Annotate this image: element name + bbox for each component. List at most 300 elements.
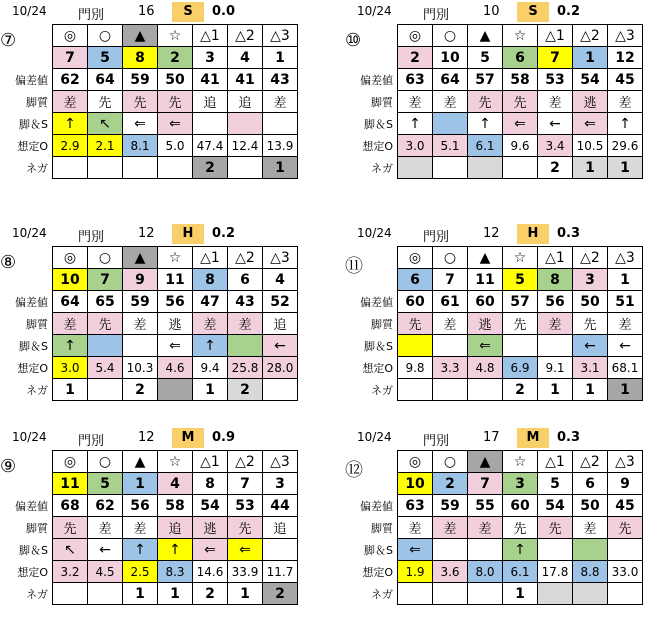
negative-cell <box>398 379 433 401</box>
odds-cell: 9.6 <box>503 135 538 157</box>
symbol-cell: △1 <box>193 451 228 473</box>
trend-cell: ⇐ <box>123 113 158 135</box>
condition-badge: M <box>172 428 204 448</box>
symbol-cell: ☆ <box>503 451 538 473</box>
symbol-row <box>398 25 643 47</box>
row-label: ネガ <box>371 588 393 601</box>
row-label: 偏差値 <box>360 500 393 513</box>
deviation-cell: 56 <box>123 495 158 517</box>
deviation-cell: 59 <box>123 69 158 91</box>
trend-row <box>53 539 298 561</box>
trend-cell: ⇐ <box>158 335 193 357</box>
odds-cell: 9.1 <box>538 357 573 379</box>
odds-cell: 6.1 <box>503 561 538 583</box>
odds-cell: 6.9 <box>503 357 538 379</box>
horse-number-cell: 6 <box>503 47 538 69</box>
venue: 門別 <box>78 434 105 449</box>
runner-count: 17 <box>483 430 500 445</box>
symbol-row <box>53 25 298 47</box>
block-header <box>345 2 661 24</box>
race-block <box>345 2 661 202</box>
row-label: 脚質 <box>26 96 48 109</box>
horse-number-cell: 3 <box>503 473 538 495</box>
negative-cell: 1 <box>503 583 538 605</box>
symbol-cell: ☆ <box>158 451 193 473</box>
odds-cell: 10.3 <box>123 357 158 379</box>
deviation-cell: 50 <box>573 291 608 313</box>
deviation-cell: 60 <box>468 291 503 313</box>
trend-row <box>398 539 643 561</box>
trend-cell <box>433 335 468 357</box>
deviation-cell: 53 <box>538 69 573 91</box>
negative-cell: 2 <box>503 379 538 401</box>
horse-number-cell: 7 <box>468 473 503 495</box>
trend-cell <box>573 539 608 561</box>
odds-cell: 2.9 <box>53 135 88 157</box>
odds-cell: 8.3 <box>158 561 193 583</box>
running-style-cell: 差 <box>193 313 228 335</box>
running-style-cell: 差 <box>53 313 88 335</box>
symbol-cell: △2 <box>573 451 608 473</box>
block-header <box>0 428 320 450</box>
running-style-cell: 差 <box>123 517 158 539</box>
running-style-cell: 先 <box>53 517 88 539</box>
trend-cell: ← <box>88 539 123 561</box>
row-label: 脚質 <box>371 318 393 331</box>
row-label: 想定O <box>17 566 48 579</box>
prediction-grid <box>397 246 643 401</box>
negative-cell <box>53 583 88 605</box>
symbol-cell: △1 <box>538 451 573 473</box>
odds-cell: 3.4 <box>538 135 573 157</box>
deviation-row <box>398 291 643 313</box>
negative-cell: 1 <box>158 583 193 605</box>
symbol-cell: ▲ <box>468 25 503 47</box>
deviation-row <box>53 291 298 313</box>
deviation-cell: 41 <box>193 69 228 91</box>
odds-cell: 9.8 <box>398 357 433 379</box>
deviation-cell: 63 <box>398 495 433 517</box>
row-label: 脚＆S <box>19 118 48 131</box>
running-style-cell: 差 <box>53 91 88 113</box>
negative-row <box>53 379 298 401</box>
trend-cell: ↑ <box>158 539 193 561</box>
horse-number-cell: 8 <box>123 47 158 69</box>
odds-row <box>398 561 643 583</box>
negative-cell: 1 <box>228 583 263 605</box>
trend-row <box>53 113 298 135</box>
row-label: ネガ <box>26 588 48 601</box>
row-label: ネガ <box>371 162 393 175</box>
horse-number-row <box>398 473 643 495</box>
odds-cell: 4.8 <box>468 357 503 379</box>
running-style-cell: 逃 <box>193 517 228 539</box>
deviation-cell: 63 <box>398 69 433 91</box>
symbol-cell: ○ <box>433 247 468 269</box>
venue: 門別 <box>78 8 105 23</box>
condition-badge: S <box>172 2 204 22</box>
symbol-cell: ◎ <box>53 451 88 473</box>
symbol-cell: △1 <box>193 247 228 269</box>
negative-cell: 1 <box>538 379 573 401</box>
deviation-cell: 53 <box>228 495 263 517</box>
running-style-cell: 先 <box>228 517 263 539</box>
race-date: 10/24 <box>357 430 392 444</box>
horse-number-cell: 7 <box>538 47 573 69</box>
odds-cell: 5.1 <box>433 135 468 157</box>
symbol-cell: ☆ <box>158 247 193 269</box>
horse-number-cell: 3 <box>573 269 608 291</box>
horse-number-row <box>53 269 298 291</box>
horse-number-cell: 9 <box>123 269 158 291</box>
symbol-cell: ◎ <box>398 451 433 473</box>
running-style-cell: 差 <box>608 91 643 113</box>
symbol-row <box>53 451 298 473</box>
deviation-cell: 45 <box>608 495 643 517</box>
runner-count: 16 <box>138 4 155 19</box>
odds-cell: 3.2 <box>53 561 88 583</box>
negative-cell: 2 <box>123 379 158 401</box>
trend-cell <box>433 113 468 135</box>
deviation-cell: 41 <box>228 69 263 91</box>
trend-cell: ↑ <box>503 539 538 561</box>
symbol-cell: ▲ <box>123 25 158 47</box>
venue: 門別 <box>423 8 450 23</box>
deviation-cell: 45 <box>608 69 643 91</box>
symbol-row <box>398 451 643 473</box>
horse-number-cell: 10 <box>433 47 468 69</box>
trend-cell: ⇐ <box>228 539 263 561</box>
race-number: ⑧ <box>0 252 17 273</box>
negative-cell <box>433 157 468 179</box>
trend-cell: ↑ <box>53 335 88 357</box>
negative-row <box>53 583 298 605</box>
trend-cell <box>398 335 433 357</box>
deviation-cell: 56 <box>538 291 573 313</box>
row-label: 脚質 <box>371 96 393 109</box>
condition-badge: M <box>517 428 549 448</box>
odds-cell: 68.1 <box>608 357 643 379</box>
symbol-cell: △3 <box>608 25 643 47</box>
negative-cell <box>468 157 503 179</box>
horse-number-cell: 8 <box>193 473 228 495</box>
race-date: 10/24 <box>357 226 392 240</box>
odds-cell: 11.7 <box>263 561 298 583</box>
prediction-grid <box>52 450 298 605</box>
venue: 門別 <box>423 230 450 245</box>
trend-cell <box>263 113 298 135</box>
negative-cell <box>573 583 608 605</box>
deviation-cell: 64 <box>88 69 123 91</box>
running-style-cell: 追 <box>158 517 193 539</box>
trend-cell: ↑ <box>608 113 643 135</box>
deviation-cell: 54 <box>538 495 573 517</box>
horse-number-cell: 11 <box>158 269 193 291</box>
running-style-row <box>398 91 643 113</box>
symbol-cell: ◎ <box>398 247 433 269</box>
race-block <box>345 224 661 424</box>
horse-number-row <box>53 47 298 69</box>
running-style-cell: 逃 <box>468 313 503 335</box>
row-label: 偏差値 <box>15 500 48 513</box>
negative-cell <box>228 157 263 179</box>
block-header <box>345 224 661 246</box>
deviation-cell: 52 <box>263 291 298 313</box>
trend-cell: ⇐ <box>468 335 503 357</box>
running-style-row <box>53 313 298 335</box>
race-number: ⑦ <box>0 30 17 51</box>
deviation-cell: 58 <box>503 69 538 91</box>
trend-row <box>53 335 298 357</box>
horse-number-cell: 7 <box>228 473 263 495</box>
runner-count: 10 <box>483 4 500 19</box>
odds-cell: 6.1 <box>468 135 503 157</box>
trend-cell <box>88 335 123 357</box>
trend-cell <box>608 539 643 561</box>
trend-cell: ← <box>573 335 608 357</box>
symbol-cell: ○ <box>433 451 468 473</box>
negative-cell: 1 <box>573 379 608 401</box>
race-number: ⑩ <box>345 30 362 51</box>
trend-cell <box>538 539 573 561</box>
running-style-cell: 差 <box>88 517 123 539</box>
trend-row <box>398 113 643 135</box>
trend-cell: ⇐ <box>193 539 228 561</box>
symbol-cell: ○ <box>88 247 123 269</box>
odds-cell: 3.1 <box>573 357 608 379</box>
prediction-grid <box>52 246 298 401</box>
symbol-cell: △3 <box>608 451 643 473</box>
symbol-cell: △2 <box>228 451 263 473</box>
row-label: 脚＆S <box>364 544 393 557</box>
odds-row <box>53 357 298 379</box>
deviation-cell: 60 <box>398 291 433 313</box>
prediction-grid <box>397 450 643 605</box>
symbol-cell: △2 <box>228 247 263 269</box>
odds-cell: 5.0 <box>158 135 193 157</box>
negative-cell <box>433 583 468 605</box>
odds-cell: 14.6 <box>193 561 228 583</box>
negative-row <box>398 157 643 179</box>
trend-cell: ← <box>538 113 573 135</box>
condition-badge: H <box>172 224 204 244</box>
negative-cell: 1 <box>608 157 643 179</box>
row-label: 想定O <box>362 566 393 579</box>
deviation-cell: 51 <box>608 291 643 313</box>
row-label: 想定O <box>17 362 48 375</box>
trend-cell <box>538 335 573 357</box>
race-number: ⑪ <box>345 256 363 277</box>
horse-number-cell: 7 <box>53 47 88 69</box>
race-block <box>0 224 320 424</box>
running-style-cell: 逃 <box>158 313 193 335</box>
odds-cell: 12.4 <box>228 135 263 157</box>
venue: 門別 <box>423 434 450 449</box>
running-style-cell: 追 <box>263 313 298 335</box>
horse-number-row <box>53 473 298 495</box>
horse-number-cell: 11 <box>53 473 88 495</box>
race-number: ⑫ <box>345 460 363 481</box>
odds-row <box>398 135 643 157</box>
odds-cell: 33.9 <box>228 561 263 583</box>
condition-value: 0.2 <box>557 4 581 19</box>
symbol-cell: ☆ <box>158 25 193 47</box>
symbol-cell: ○ <box>88 25 123 47</box>
negative-cell: 1 <box>263 157 298 179</box>
odds-cell: 9.4 <box>193 357 228 379</box>
odds-row <box>53 135 298 157</box>
deviation-cell: 64 <box>53 291 88 313</box>
row-label: 脚＆S <box>364 340 393 353</box>
deviation-cell: 50 <box>158 69 193 91</box>
deviation-cell: 64 <box>433 69 468 91</box>
horse-number-cell: 8 <box>193 269 228 291</box>
race-block <box>0 2 320 202</box>
trend-cell: ↑ <box>398 113 433 135</box>
odds-cell: 10.5 <box>573 135 608 157</box>
odds-cell: 25.8 <box>228 357 263 379</box>
race-block <box>345 428 661 628</box>
negative-cell: 2 <box>193 157 228 179</box>
trend-cell: ⇐ <box>398 539 433 561</box>
trend-cell: ← <box>608 335 643 357</box>
deviation-cell: 54 <box>193 495 228 517</box>
deviation-cell: 57 <box>468 69 503 91</box>
race-date: 10/24 <box>357 4 392 18</box>
row-label: ネガ <box>371 384 393 397</box>
deviation-cell: 62 <box>53 69 88 91</box>
horse-number-cell: 12 <box>608 47 643 69</box>
negative-cell <box>398 157 433 179</box>
deviation-row <box>398 69 643 91</box>
negative-cell <box>53 157 88 179</box>
deviation-cell: 43 <box>228 291 263 313</box>
race-date: 10/24 <box>12 430 47 444</box>
running-style-cell: 先 <box>88 91 123 113</box>
horse-number-cell: 8 <box>538 269 573 291</box>
row-label: 想定O <box>17 140 48 153</box>
horse-number-cell: 2 <box>398 47 433 69</box>
negative-cell: 1 <box>123 583 158 605</box>
deviation-cell: 57 <box>503 291 538 313</box>
trend-cell: ↑ <box>468 113 503 135</box>
negative-row <box>398 583 643 605</box>
runner-count: 12 <box>138 226 155 241</box>
row-label: 脚質 <box>26 318 48 331</box>
trend-cell <box>503 335 538 357</box>
odds-cell: 33.0 <box>608 561 643 583</box>
horse-number-cell: 1 <box>573 47 608 69</box>
horse-number-cell: 5 <box>503 269 538 291</box>
trend-cell: ⇐ <box>158 113 193 135</box>
trend-cell <box>263 539 298 561</box>
row-label: 偏差値 <box>15 296 48 309</box>
row-label: 偏差値 <box>15 74 48 87</box>
trend-cell <box>193 113 228 135</box>
running-style-cell: 差 <box>468 517 503 539</box>
block-header <box>345 428 661 450</box>
horse-number-cell: 7 <box>88 269 123 291</box>
deviation-cell: 43 <box>263 69 298 91</box>
block-header <box>0 224 320 246</box>
horse-number-cell: 10 <box>53 269 88 291</box>
condition-value: 0.3 <box>557 430 581 445</box>
symbol-cell: △3 <box>263 25 298 47</box>
horse-number-cell: 5 <box>538 473 573 495</box>
running-style-cell: 先 <box>468 91 503 113</box>
horse-number-row <box>398 47 643 69</box>
deviation-cell: 65 <box>88 291 123 313</box>
horse-number-cell: 4 <box>263 269 298 291</box>
running-style-cell: 差 <box>573 517 608 539</box>
running-style-cell: 先 <box>503 517 538 539</box>
row-label: 偏差値 <box>360 296 393 309</box>
negative-cell <box>158 379 193 401</box>
horse-number-cell: 6 <box>228 269 263 291</box>
symbol-cell: △3 <box>263 451 298 473</box>
deviation-cell: 44 <box>263 495 298 517</box>
symbol-cell: ◎ <box>398 25 433 47</box>
negative-cell <box>158 157 193 179</box>
symbol-cell: ◎ <box>53 247 88 269</box>
negative-cell <box>468 379 503 401</box>
running-style-cell: 差 <box>263 91 298 113</box>
running-style-cell: 追 <box>228 91 263 113</box>
negative-cell <box>88 583 123 605</box>
odds-cell: 29.6 <box>608 135 643 157</box>
deviation-cell: 56 <box>158 291 193 313</box>
deviation-cell: 55 <box>468 495 503 517</box>
running-style-cell: 差 <box>433 517 468 539</box>
horse-number-cell: 7 <box>433 269 468 291</box>
trend-cell: ← <box>263 335 298 357</box>
horse-number-cell: 11 <box>468 269 503 291</box>
odds-cell: 4.6 <box>158 357 193 379</box>
negative-cell <box>608 583 643 605</box>
horse-number-cell: 6 <box>398 269 433 291</box>
running-style-cell: 先 <box>538 517 573 539</box>
condition-value: 0.2 <box>212 226 236 241</box>
symbol-cell: △2 <box>573 247 608 269</box>
running-style-cell: 差 <box>228 313 263 335</box>
deviation-cell: 54 <box>573 69 608 91</box>
negative-cell <box>263 379 298 401</box>
symbol-cell: ☆ <box>503 247 538 269</box>
race-number: ⑨ <box>0 456 17 477</box>
negative-cell: 2 <box>228 379 263 401</box>
row-label: 脚＆S <box>364 118 393 131</box>
negative-cell: 1 <box>193 379 228 401</box>
running-style-cell: 先 <box>88 313 123 335</box>
trend-cell <box>228 335 263 357</box>
negative-row <box>53 157 298 179</box>
row-label: 脚＆S <box>19 340 48 353</box>
negative-cell: 2 <box>263 583 298 605</box>
odds-cell: 5.4 <box>88 357 123 379</box>
odds-cell: 4.5 <box>88 561 123 583</box>
odds-cell: 3.0 <box>53 357 88 379</box>
symbol-cell: △2 <box>573 25 608 47</box>
symbol-cell: △1 <box>538 247 573 269</box>
trend-cell: ↖ <box>53 539 88 561</box>
deviation-cell: 47 <box>193 291 228 313</box>
trend-cell <box>123 335 158 357</box>
negative-cell <box>88 157 123 179</box>
horse-number-cell: 1 <box>608 269 643 291</box>
running-style-row <box>53 91 298 113</box>
condition-value: 0.0 <box>212 4 236 19</box>
negative-cell <box>503 157 538 179</box>
